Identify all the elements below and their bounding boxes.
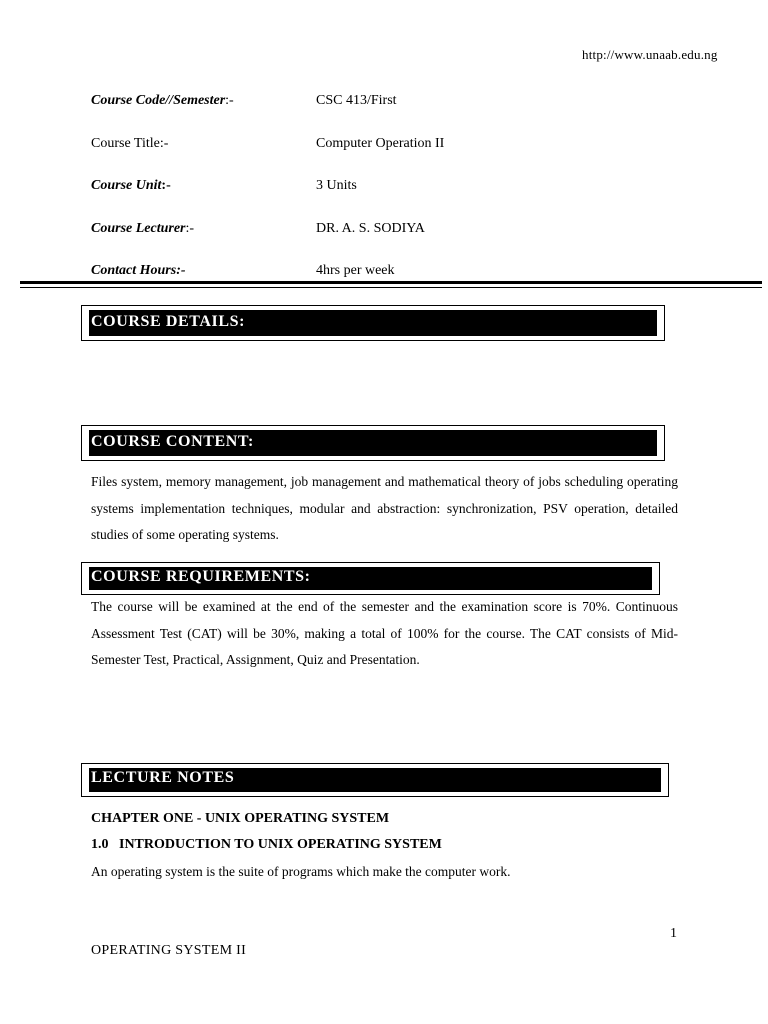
section-heading: 1.0 INTRODUCTION TO UNIX OPERATING SYSTEM <box>91 837 442 852</box>
chapter-heading: CHAPTER ONE - UNIX OPERATING SYSTEM <box>91 811 390 826</box>
intro-text: An operating system is the suite of programs which make the computer work. <box>91 864 511 879</box>
course-content-text: Files system, memory management, job management and mathematical theory of jobs scheduling operating systems implementation techniques, modular and abstraction: synchronization, PSV operation, detailed studies of some operating systems. <box>91 474 678 542</box>
course-title-label: Course Title:- <box>91 136 169 151</box>
course-details-heading <box>81 305 665 341</box>
contact-hours-row <box>91 263 691 283</box>
divider-thick <box>20 281 762 284</box>
course-lecturer-value: DR. A. S. SODIYA <box>316 221 425 236</box>
divider-thin <box>20 287 762 288</box>
course-unit-value: 3 Units <box>316 178 357 193</box>
url-header[interactable]: http://www.unaab.edu.ng <box>582 47 718 62</box>
lecture-notes-title: LECTURE NOTES <box>89 768 661 792</box>
course-requirements-text: The course will be examined at the end of the semester and the examination score is 70%. Continuous Assessment Test (CAT) will be 30%, making a total of 100% for the course. The CAT consists of Mid-Semester Test, Practical, Assignment, Quiz and Presentation. <box>91 599 678 667</box>
course-lecturer-row <box>91 221 691 241</box>
course-unit-row <box>91 178 691 198</box>
page-number: 1 <box>670 926 677 941</box>
footer-title: OPERATING SYSTEM II <box>91 943 247 958</box>
course-code-value: CSC 413/First <box>316 93 397 108</box>
course-code-label: Course Code//Semester:- <box>91 93 234 108</box>
contact-hours-value: 4hrs per week <box>316 263 395 278</box>
course-details-title: COURSE DETAILS: <box>89 310 657 336</box>
course-code-row <box>91 93 691 113</box>
course-unit-label: Course Unit:- <box>91 178 171 193</box>
course-title-row <box>91 136 691 156</box>
course-content-heading <box>81 425 665 461</box>
course-content-title: COURSE CONTENT: <box>89 430 657 456</box>
course-requirements-heading <box>81 562 660 595</box>
course-requirements-title: COURSE REQUIREMENTS: <box>89 567 652 590</box>
lecture-notes-heading <box>81 763 669 797</box>
contact-hours-label: Contact Hours:- <box>91 263 186 278</box>
course-title-value: Computer Operation II <box>316 136 445 151</box>
course-lecturer-label: Course Lecturer:- <box>91 221 195 236</box>
